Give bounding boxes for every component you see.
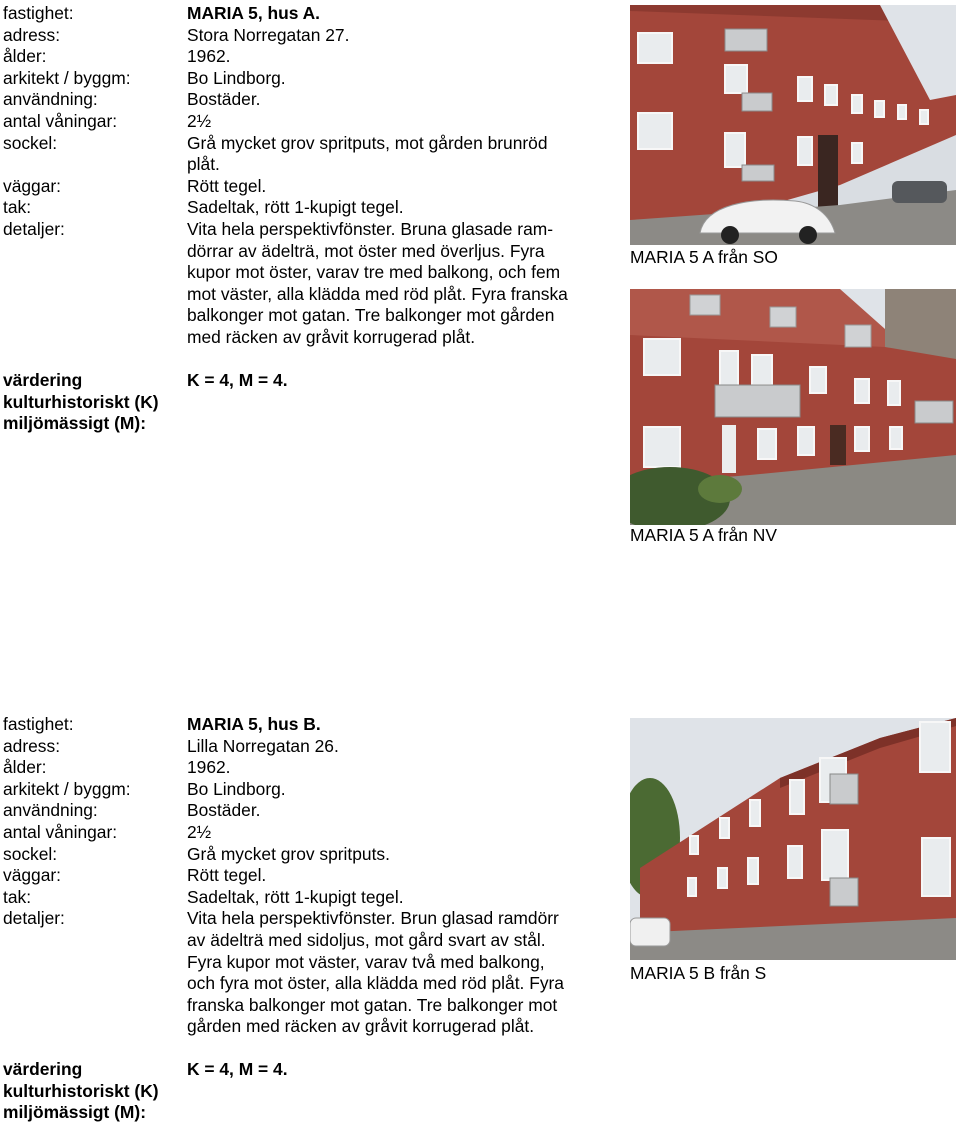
detaljer-line: Fyra kupor mot väster, varav två med balkong, (187, 951, 545, 972)
anvandning-value: Bostäder. (187, 800, 261, 821)
vaningar-label: antal våningar: (3, 110, 118, 131)
adress-label: adress: (3, 735, 61, 756)
adress-value: Lilla Norregatan 26. (187, 735, 339, 756)
arkitekt-label: arkitekt / byggm: (3, 67, 131, 88)
detaljer-line: med räcken av gråvit korrugerad plåt. (187, 326, 476, 347)
arkitekt-value: Bo Lindborg. (187, 778, 286, 799)
detaljer-value (187, 219, 607, 349)
detaljer-line: dörrar av ädelträ, mot öster med överljus. Fyra (187, 240, 545, 261)
detaljer-line: av ädelträ med sidoljus, mot gård svart av stål. (187, 929, 546, 950)
fastighet-value: MARIA 5, hus B. (187, 714, 321, 734)
property-entry-a (0, 3, 620, 349)
vardering-label-line: värdering (3, 1059, 83, 1079)
adress-row (0, 25, 620, 47)
vardering-label-line: miljömässigt (M): (3, 1102, 146, 1123)
fastighet-row (0, 714, 620, 736)
detaljer-line: mot väster, alla klädda med röd plåt. Fyra franska (187, 283, 568, 304)
photo-maria-5a-nv (630, 289, 956, 525)
anvandning-value: Bostäder. (187, 89, 261, 110)
arkitekt-row (0, 779, 620, 801)
vaggar-row (0, 176, 620, 198)
tak-row (0, 887, 620, 909)
detaljer-label: detaljer: (3, 218, 65, 239)
sockel-line: Grå mycket grov spritputs, mot gården brunröd (187, 132, 548, 153)
alder-value: 1962. (187, 46, 231, 67)
anvandning-label: användning: (3, 800, 98, 821)
vardering-value: K = 4, M = 4. (187, 1059, 288, 1079)
anvandning-row (0, 800, 620, 822)
detaljer-row (0, 219, 620, 349)
arkitekt-label: arkitekt / byggm: (3, 778, 131, 799)
vaningar-row (0, 822, 620, 844)
sockel-value (187, 133, 607, 176)
detaljer-line: och fyra mot öster, alla klädda med röd plåt. Fyra (187, 973, 564, 994)
tak-label: tak: (3, 886, 32, 907)
detaljer-label: detaljer: (3, 908, 65, 929)
vardering-value: K = 4, M = 4. (187, 370, 288, 390)
photo-caption: MARIA 5 A från NV (630, 525, 777, 545)
sockel-row (0, 133, 620, 176)
vardering-label-line: miljömässigt (M): (3, 413, 146, 434)
detaljer-row (0, 908, 620, 1038)
detaljer-line: franska balkonger mot gatan. Tre balkonger mot (187, 994, 558, 1015)
vaningar-value: 2½ (187, 110, 212, 131)
fastighet-label: fastighet: (3, 714, 74, 734)
photo-caption: MARIA 5 A från SO (630, 247, 778, 267)
alder-label: ålder: (3, 757, 47, 778)
sockel-label: sockel: (3, 843, 58, 864)
detaljer-line: Vita hela perspektivfönster. Bruna glasade ram- (187, 218, 554, 239)
sockel-row (0, 844, 620, 866)
fastighet-row (0, 3, 620, 25)
vaningar-row (0, 111, 620, 133)
vaningar-label: antal våningar: (3, 821, 118, 842)
vardering-block-a (3, 370, 288, 435)
photo-maria-5b-s (630, 718, 956, 960)
adress-value: Stora Norregatan 27. (187, 24, 350, 45)
vardering-label (3, 1059, 159, 1124)
sockel-line: plåt. (187, 154, 220, 175)
vaggar-label: väggar: (3, 865, 62, 886)
fastighet-label: fastighet: (3, 3, 74, 23)
alder-row (0, 757, 620, 779)
photo-maria-5a-so (630, 5, 956, 245)
adress-row (0, 736, 620, 758)
arkitekt-row (0, 68, 620, 90)
detaljer-value (187, 908, 607, 1038)
sockel-label: sockel: (3, 132, 58, 153)
detaljer-line: balkonger mot gatan. Tre balkonger mot gården (187, 305, 555, 326)
vaggar-row (0, 865, 620, 887)
vardering-label-line: kulturhistoriskt (K) (3, 1080, 159, 1101)
vaggar-value: Rött tegel. (187, 865, 267, 886)
tak-row (0, 197, 620, 219)
vardering-label-line: värdering (3, 370, 83, 390)
vardering-label-line: kulturhistoriskt (K) (3, 391, 159, 412)
anvandning-row (0, 89, 620, 111)
vaningar-value: 2½ (187, 821, 212, 842)
fastighet-value: MARIA 5, hus A. (187, 3, 321, 23)
adress-label: adress: (3, 24, 61, 45)
anvandning-label: användning: (3, 89, 98, 110)
photo-caption: MARIA 5 B från S (630, 963, 767, 983)
tak-value: Sadeltak, rött 1-kupigt tegel. (187, 886, 404, 907)
alder-value: 1962. (187, 757, 231, 778)
detaljer-line: kupor mot öster, varav tre med balkong, och fem (187, 262, 561, 283)
vaggar-label: väggar: (3, 175, 62, 196)
tak-value: Sadeltak, rött 1-kupigt tegel. (187, 197, 404, 218)
sockel-value: Grå mycket grov spritputs. (187, 843, 390, 864)
vardering-label (3, 370, 159, 435)
alder-row (0, 46, 620, 68)
arkitekt-value: Bo Lindborg. (187, 67, 286, 88)
tak-label: tak: (3, 197, 32, 218)
detaljer-line: Vita hela perspektivfönster. Brun glasad ramdörr (187, 908, 559, 929)
alder-label: ålder: (3, 46, 47, 67)
vardering-block-b (3, 1059, 288, 1124)
vaggar-value: Rött tegel. (187, 175, 267, 196)
property-entry-b (0, 714, 620, 1038)
detaljer-line: gården med räcken av gråvit korrugerad plåt. (187, 1016, 535, 1037)
